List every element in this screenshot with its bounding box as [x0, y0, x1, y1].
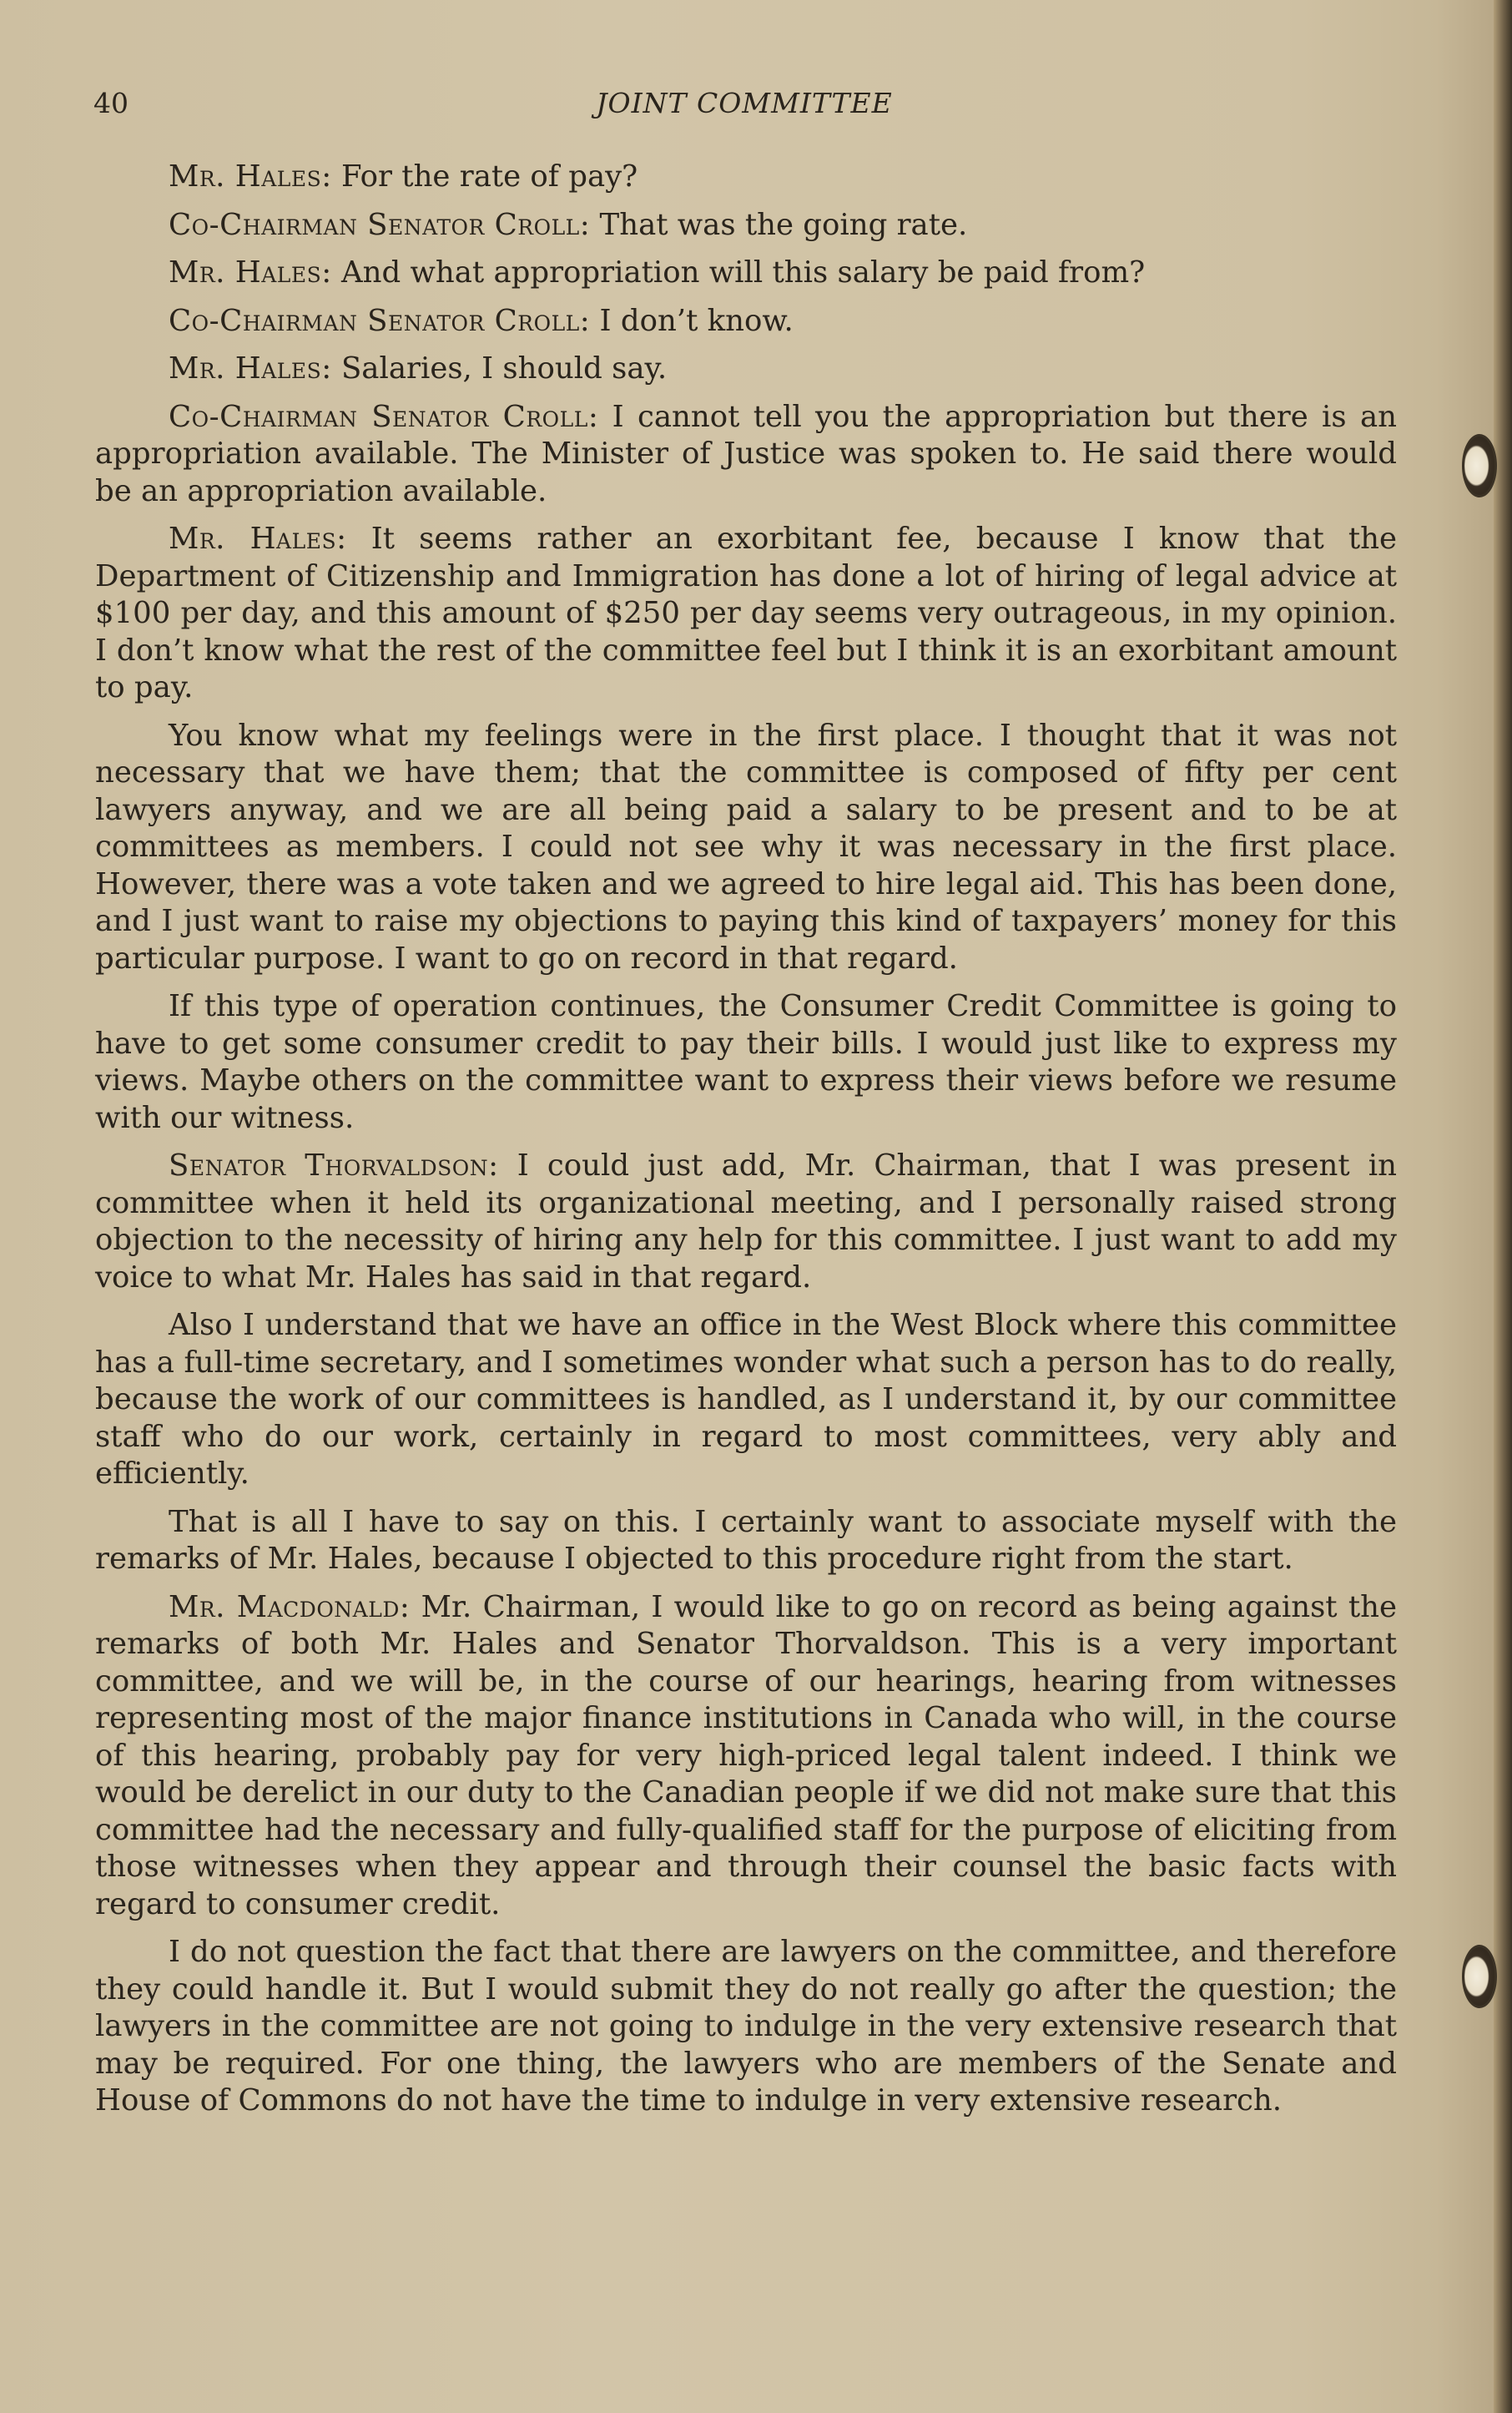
paragraph-text: You know what my feelings were in the first place. I thought that it was not necessary that we have them; that the committee is composed of fifty per cent lawyers anyway, and we are all being paid a salary to be present and to be at committees as members. I could not see why it was necessary in the first place. However, there was a vote taken and we agreed to hire legal aid. This has been done, and I just want to raise my objections to paying this kind of taxpayers’ money for this particular purpose. I want to go on record in that regard.	[95, 718, 1397, 976]
speaker-label: Mr. Hales:	[169, 522, 347, 556]
paragraph-text: That was the going rate.	[590, 207, 968, 242]
paragraph-text: For the rate of pay?	[331, 159, 638, 194]
paragraph-2	[95, 207, 1397, 245]
paragraph-text: And what appropriation will this salary be paid from?	[331, 255, 1146, 290]
speaker-label: Co-Chairman Senator Croll:	[169, 303, 591, 338]
speaker-label: Co-Chairman Senator Croll:	[169, 399, 599, 434]
speaker-label: Mr. Hales:	[169, 351, 332, 386]
paragraph-text: That is all I have to say on this. I certainly want to associate myself with the remarks of Mr. Hales, because I objected to this procedure right from the start.	[95, 1504, 1397, 1576]
speaker-label: Co-Chairman Senator Croll:	[169, 207, 591, 242]
page-header	[93, 87, 1395, 129]
speaker-label: Senator Thorvaldson:	[169, 1148, 499, 1183]
binding-hole-upper	[1462, 434, 1497, 497]
paragraph-text: Mr. Chairman, I would like to go on record as being against the remarks of both Mr. Hales and Senator Thorvaldson. This is a very important committee, and we will be, in the course of our hearings, hearing from witnesses representing most of the major finance institutions in Canada who will, in the course of this hearing, probably pay for very high-priced legal talent indeed. I think we would be derelict in our duty to the Canadian people if we did not make sure that this committee had the necessary and fully-qualified staff for the purpose of eliciting from those witnesses when they appear and through their counsel the basic facts with regard to consumer credit.	[95, 1589, 1397, 1921]
transcript-body	[95, 159, 1397, 2131]
paragraph-14	[95, 1934, 1397, 2120]
paragraph-11	[95, 1307, 1397, 1493]
speaker-label: Mr. Macdonald:	[169, 1589, 411, 1624]
page-number: 40	[93, 87, 129, 119]
paragraph-text: I do not question the fact that there are lawyers on the committee, and therefore they could handle it. But I would submit they do not really go after the question; the lawyers in the committee are not going to indulge in the very extensive research that may be required. For one thing, the lawyers who are members of the Senate and House of Commons do not have the time to indulge in very extensive research.	[95, 1935, 1397, 2118]
paragraph-7	[95, 521, 1397, 707]
speaker-label: Mr. Hales:	[169, 159, 332, 194]
speaker-label: Mr. Hales:	[169, 255, 332, 290]
paragraph-text: I don’t know.	[590, 303, 794, 338]
paragraph-text: I could just add, Mr. Chairman, that I was present in committee when it held its organizational meeting, and I personally raised strong objection to the necessity of hiring any help for this committee. I just want to add my voice to what Mr. Hales has said in that regard.	[95, 1148, 1397, 1295]
paragraph-6	[95, 399, 1397, 511]
paragraph-text: It seems rather an exorbitant fee, because I know that the Department of Citizenship and Immigration has done a lot of hiring of legal advice at $100 per day, and this amount of $250 per day seems very outrageous, in my opinion. I don’t know what the rest of the committee feel but I think it is an exorbitant amount to pay.	[95, 522, 1397, 704]
paragraph-8	[95, 718, 1397, 978]
page-binding-edge	[1494, 0, 1512, 2413]
paragraph-text: Also I understand that we have an office in the West Block where this committee has a full-time secretary, and I sometimes wonder what such a person has to do really, because the work of our committees is handled, as I understand it, by our committee staff who do our work, certainly in regard to most committees, very ably and efficiently.	[95, 1308, 1397, 1491]
paragraph-13	[95, 1589, 1397, 1924]
paragraph-text: If this type of operation continues, the Consumer Credit Committee is going to have to get some consumer credit to pay their bills. I would just like to express my views. Maybe others on the committee want to express their views before we resume with our witness.	[95, 989, 1397, 1135]
paragraph-1	[95, 159, 1397, 196]
paragraph-text: Salaries, I should say.	[331, 351, 668, 386]
running-title: JOINT COMMITTEE	[596, 87, 893, 119]
paragraph-5	[95, 351, 1397, 388]
paragraph-12	[95, 1504, 1397, 1578]
paragraph-text: I cannot tell you the appropriation but there is an appropriation available. The Minister of Justice was spoken to. He said there would be an appropriation available.	[95, 399, 1397, 508]
paragraph-10	[95, 1148, 1397, 1296]
paragraph-3	[95, 255, 1397, 292]
paragraph-9	[95, 988, 1397, 1137]
paragraph-4	[95, 303, 1397, 341]
binding-hole-lower	[1462, 1945, 1497, 2008]
